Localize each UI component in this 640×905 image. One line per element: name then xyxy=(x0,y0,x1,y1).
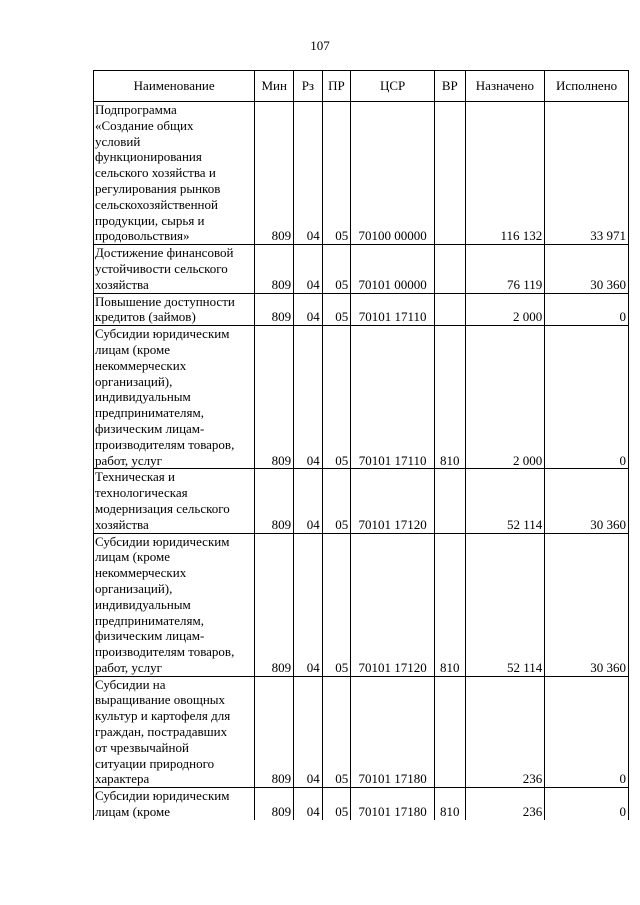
table-row xyxy=(94,102,629,245)
cell-assigned: 116 132 xyxy=(465,102,545,245)
column-header-pr: ПР xyxy=(322,71,351,102)
cell-name-line: сельскохозяйственной xyxy=(95,196,218,212)
cell-name-line: граждан, пострадавших xyxy=(95,724,228,740)
cell-name-line: устойчивости сельского xyxy=(95,260,228,276)
cell-executed: 0 xyxy=(545,788,629,820)
cell-name-line: выращивание овощных xyxy=(95,692,226,708)
cell-name-line: некоммерческих xyxy=(95,357,187,373)
table-header xyxy=(94,71,629,102)
cell-name-line: Субсидии юридическим xyxy=(95,326,230,342)
cell-name xyxy=(94,533,255,676)
cell-name-line: регулирования рынков xyxy=(95,180,221,196)
cell-name-line: индивидуальным xyxy=(95,389,191,405)
cell-vr xyxy=(434,102,465,245)
cell-name-line: характера xyxy=(95,771,150,787)
header-row xyxy=(94,71,629,102)
cell-vr: 810 xyxy=(434,788,465,820)
cell-executed: 30 360 xyxy=(545,245,629,293)
cell-rz: 04 xyxy=(294,533,323,676)
cell-csr: 70101 17180 xyxy=(351,788,435,820)
cell-min: 809 xyxy=(255,676,294,788)
cell-executed: 0 xyxy=(545,293,629,326)
cell-name xyxy=(94,245,255,293)
cell-min: 809 xyxy=(255,788,294,820)
cell-vr xyxy=(434,469,465,533)
cell-pr: 05 xyxy=(322,676,351,788)
table-body xyxy=(94,102,629,820)
cell-executed: 30 360 xyxy=(545,469,629,533)
cell-csr: 70101 17110 xyxy=(351,326,435,469)
cell-name-line: физическим лицам- xyxy=(95,420,205,436)
cell-assigned: 236 xyxy=(465,676,545,788)
column-header-vr: ВР xyxy=(434,71,465,102)
cell-name-line: физическим лицам- xyxy=(95,628,205,644)
cell-name-line: продукции, сырья и xyxy=(95,212,205,228)
cell-rz: 04 xyxy=(294,102,323,245)
cell-name-line: продовольствия» xyxy=(95,228,190,244)
cell-name-line: кредитов (займов) xyxy=(95,309,196,325)
cell-rz: 04 xyxy=(294,293,323,326)
column-header-name: Наименование xyxy=(94,71,255,102)
cell-vr xyxy=(434,676,465,788)
cell-name-line: организаций), xyxy=(95,373,173,389)
cell-pr: 05 xyxy=(322,293,351,326)
cell-pr: 05 xyxy=(322,245,351,293)
cell-name xyxy=(94,293,255,326)
cell-pr: 05 xyxy=(322,533,351,676)
cell-name-line: технологическая xyxy=(95,485,188,501)
cell-name-line: Подпрограмма xyxy=(95,102,177,117)
cell-name-line: Субсидии на xyxy=(95,676,166,692)
cell-csr: 70100 00000 xyxy=(351,102,435,245)
cell-pr: 05 xyxy=(322,102,351,245)
cell-assigned: 52 114 xyxy=(465,469,545,533)
cell-name-line: хозяйства xyxy=(95,516,149,532)
cell-name-line: индивидуальным xyxy=(95,596,191,612)
cell-name-line: производителям товаров, xyxy=(95,644,235,660)
column-header-assigned: Назначено xyxy=(465,71,545,102)
cell-name-line: «Создание общих xyxy=(95,117,194,133)
cell-rz: 04 xyxy=(294,676,323,788)
cell-executed: 33 971 xyxy=(545,102,629,245)
cell-csr: 70101 17180 xyxy=(351,676,435,788)
column-header-rz: Рз xyxy=(294,71,323,102)
cell-rz: 04 xyxy=(294,469,323,533)
table-row xyxy=(94,533,629,676)
table-row xyxy=(94,788,629,820)
cell-vr xyxy=(434,245,465,293)
cell-min: 809 xyxy=(255,102,294,245)
cell-name-line: условий xyxy=(95,133,141,149)
cell-rz: 04 xyxy=(294,326,323,469)
cell-name-line: хозяйства xyxy=(95,276,149,292)
cell-vr xyxy=(434,293,465,326)
cell-min: 809 xyxy=(255,293,294,326)
cell-name-line: Повышение доступности xyxy=(95,293,235,309)
cell-name-line: работ, услуг xyxy=(95,659,163,675)
table-row xyxy=(94,469,629,533)
cell-pr: 05 xyxy=(322,788,351,820)
cell-name xyxy=(94,326,255,469)
cell-executed: 30 360 xyxy=(545,533,629,676)
cell-name-line: производителям товаров, xyxy=(95,436,235,452)
cell-name-line: культур и картофеля для xyxy=(95,708,231,724)
cell-assigned: 76 119 xyxy=(465,245,545,293)
cell-assigned: 2 000 xyxy=(465,293,545,326)
cell-name-line: функционирования xyxy=(95,149,202,165)
cell-name-line: предпринимателям, xyxy=(95,405,204,421)
cell-pr: 05 xyxy=(322,326,351,469)
cell-csr: 70101 00000 xyxy=(351,245,435,293)
cell-name-line: предпринимателям, xyxy=(95,612,204,628)
cell-name-line: Субсидии юридическим xyxy=(95,788,230,804)
cell-name xyxy=(94,102,255,245)
table-row xyxy=(94,326,629,469)
column-header-min: Мин xyxy=(255,71,294,102)
cell-min: 809 xyxy=(255,326,294,469)
cell-pr: 05 xyxy=(322,469,351,533)
cell-name-line: лицам (кроме xyxy=(95,549,171,565)
cell-executed: 0 xyxy=(545,676,629,788)
cell-name-line: от чрезвычайной xyxy=(95,739,189,755)
cell-name-line: некоммерческих xyxy=(95,565,187,581)
cell-min: 809 xyxy=(255,245,294,293)
cell-name-line: работ, услуг xyxy=(95,452,163,468)
column-header-executed: Исполнено xyxy=(545,71,629,102)
budget-table xyxy=(93,70,629,820)
column-header-csr: ЦСР xyxy=(351,71,435,102)
table-row xyxy=(94,676,629,788)
cell-vr: 810 xyxy=(434,326,465,469)
cell-min: 809 xyxy=(255,533,294,676)
cell-name xyxy=(94,469,255,533)
cell-csr: 70101 17120 xyxy=(351,533,435,676)
cell-name-line: ситуации природного xyxy=(95,755,215,771)
table-row xyxy=(94,245,629,293)
cell-name-line: лицам (кроме xyxy=(95,341,171,357)
cell-assigned: 236 xyxy=(465,788,545,820)
page-number: 107 xyxy=(310,38,330,53)
cell-name-line: Субсидии юридическим xyxy=(95,533,230,549)
cell-name-line: организаций), xyxy=(95,580,173,596)
cell-rz: 04 xyxy=(294,245,323,293)
cell-min: 809 xyxy=(255,469,294,533)
cell-vr: 810 xyxy=(434,533,465,676)
cell-name-line: модернизация сельского xyxy=(95,500,230,516)
table-row xyxy=(94,293,629,326)
cell-name-line: Техническая и xyxy=(95,469,175,485)
cell-name-line: сельского хозяйства и xyxy=(95,165,216,181)
cell-assigned: 52 114 xyxy=(465,533,545,676)
cell-csr: 70101 17110 xyxy=(351,293,435,326)
cell-assigned: 2 000 xyxy=(465,326,545,469)
cell-name xyxy=(94,676,255,788)
cell-name xyxy=(94,788,255,820)
cell-csr: 70101 17120 xyxy=(351,469,435,533)
cell-executed: 0 xyxy=(545,326,629,469)
cell-name-line: Достижение финансовой xyxy=(95,245,234,261)
cell-rz: 04 xyxy=(294,788,323,820)
cell-name-line: лицам (кроме xyxy=(95,804,171,820)
